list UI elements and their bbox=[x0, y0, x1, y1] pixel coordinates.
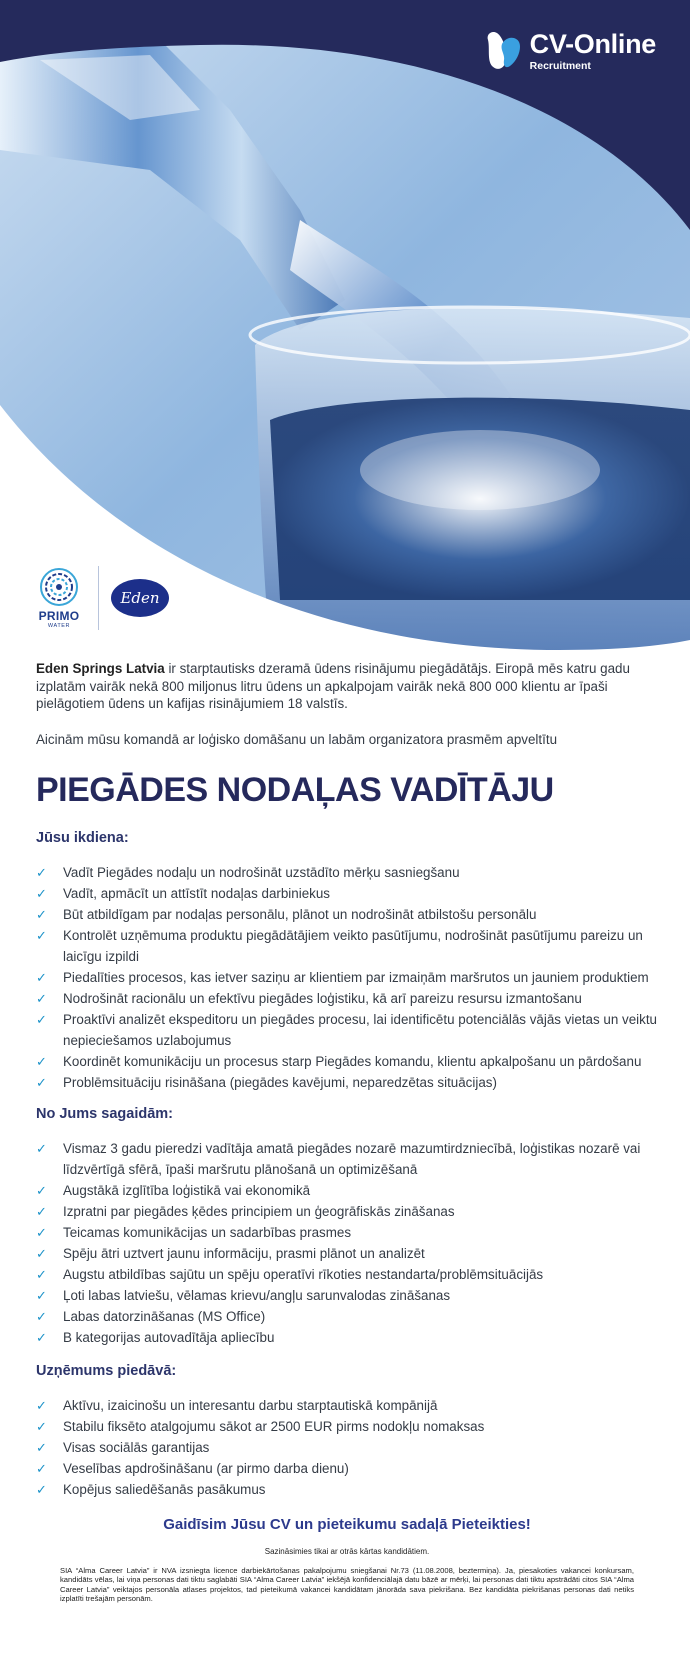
check-icon: ✓ bbox=[36, 1330, 47, 1345]
list-item: ✓ Veselības apdrošināšanu (ar pirmo darba dienu) bbox=[36, 1458, 658, 1479]
check-icon: ✓ bbox=[36, 1246, 47, 1261]
list-item: ✓ Izpratni par piegādes ķēdes principiem un ģeogrāfiskās zināšanas bbox=[36, 1201, 658, 1222]
brand-subtitle: Recruitment bbox=[529, 59, 591, 72]
list-item: ✓ Kontrolēt uzņēmuma produktu piegādātājiem veikto pasūtījumu, nodrošināt pasūtījumu pareizu un laicīgu izpildi bbox=[36, 925, 658, 967]
list-item: ✓ Aktīvu, izaicinošu un interesantu darbu starptautiskā kompānijā bbox=[36, 1395, 658, 1416]
list-item: ✓ Nodrošināt racionālu un efektīvu piegādes loģistiku, kā arī pareizu resursu izmantošanu bbox=[36, 988, 658, 1009]
primo-name: PRIMO bbox=[38, 609, 80, 623]
list-item: ✓ Vadīt, apmācīt un attīstīt nodaļas darbiniekus bbox=[36, 883, 658, 904]
check-icon: ✓ bbox=[36, 928, 47, 943]
list-item: ✓ Labas datorzināšanas (MS Office) bbox=[36, 1306, 658, 1327]
list-item: ✓ Spēju ātri uztvert jaunu informāciju, prasmi plānot un analizēt bbox=[36, 1243, 658, 1264]
invite-text: Aicinām mūsu komandā ar loģisko domāšanu un labām organizatora prasmēm apveltītu bbox=[36, 731, 558, 747]
primo-sub: WATER bbox=[47, 623, 71, 629]
job-title: PIEGĀDES NODAĻAS VADĪTĀJU bbox=[36, 771, 554, 809]
company-name: Eden Springs Latvia bbox=[36, 661, 165, 676]
list-item: ✓ Teicamas komunikācijas un sadarbības prasmes bbox=[36, 1222, 658, 1243]
list-item: ✓ Vismaz 3 gadu pieredzi vadītāja amatā piegādes nozarē mazumtirdzniecībā, loģistikas nozarē vai līdzvērtīgā sfērā, īpaši maršrutu plānošanā un optimizēšanā bbox=[36, 1138, 658, 1180]
legal-disclaimer: SIA “Alma Career Latvia” ir NVA izsniegta licence darbiekārtošanas pakalpojumu sniegšanai Nr.73 (11.08.2008, beztermiņa). Ja, piesakoties vakancei konkursam, kandidāts vēlas, lai viņa personas dati tiktu saglabāti SIA “Alma Career Latvia” iekšējā konfidenciālajā datu bāzē ar mērķi, lai personas dati tiktu apstrādāti citos SIA “Alma Career Latvia” veiktajos personāla atlases projektos, tad pieteikumā vakancei kandidātam jānorāda sava piekrišana. Bez kandidāta piekrišanas personas dati netiks izplatīti trešajām personām. bbox=[60, 1566, 634, 1604]
intro-paragraph bbox=[36, 660, 658, 713]
section-title-daily: Jūsu ikdiena: bbox=[36, 830, 129, 846]
check-icon: ✓ bbox=[36, 1461, 47, 1476]
apply-call-to-action[interactable]: Gaidīsim Jūsu CV un pieteikumu sadaļā Pieteikties! bbox=[163, 1516, 531, 1533]
check-icon: ✓ bbox=[36, 886, 47, 901]
list-item: ✓ Augstākā izglītība loģistikā vai ekonomikā bbox=[36, 1180, 658, 1201]
check-icon: ✓ bbox=[36, 1419, 47, 1434]
job-ad-content bbox=[36, 660, 658, 1604]
section-title-requirements: No Jums sagaidām: bbox=[36, 1106, 173, 1122]
client-logos bbox=[34, 566, 169, 630]
list-item: ✓ Augstu atbildības sajūtu un spēju operatīvi rīkoties nestandarta/problēmsituācijās bbox=[36, 1264, 658, 1285]
brand-name: CV-Online bbox=[529, 28, 656, 59]
primo-swirl-icon bbox=[39, 567, 79, 607]
check-icon: ✓ bbox=[36, 970, 47, 985]
check-icon: ✓ bbox=[36, 1288, 47, 1303]
requirements-list bbox=[36, 1138, 658, 1348]
list-item: ✓ Vadīt Piegādes nodaļu un nodrošināt uzstādīto mērķu sasniegšanu bbox=[36, 862, 658, 883]
check-icon: ✓ bbox=[36, 1440, 47, 1455]
daily-duties-list bbox=[36, 862, 658, 1093]
list-item: ✓ Būt atbildīgam par nodaļas personālu, plānot un nodrošināt atbilstošu personālu bbox=[36, 904, 658, 925]
list-item: ✓ Piedalīties procesos, kas ietver saziņu ar klientiem par izmaiņām maršrutos un jauniem produktiem bbox=[36, 967, 658, 988]
check-icon: ✓ bbox=[36, 1482, 47, 1497]
check-icon: ✓ bbox=[36, 1225, 47, 1240]
hero-banner bbox=[0, 0, 690, 650]
check-icon: ✓ bbox=[36, 1012, 47, 1027]
check-icon: ✓ bbox=[36, 865, 47, 880]
list-item: ✓ Problēmsituāciju risināšana (piegādes kavējumi, neparedzētas situācijas) bbox=[36, 1072, 658, 1093]
list-item: ✓ Stabilu fiksēto atalgojumu sākot ar 2500 EUR pirms nodokļu nomaksas bbox=[36, 1416, 658, 1437]
list-item: ✓ Proaktīvi analizēt ekspeditoru un piegādes procesu, lai identificētu potenciālās vājās vietas un veiktu nepieciešamos uzlabojumus bbox=[36, 1009, 658, 1051]
list-item: ✓ Kopējus saliedēšanās pasākumus bbox=[36, 1479, 658, 1500]
check-icon: ✓ bbox=[36, 991, 47, 1006]
check-icon: ✓ bbox=[36, 1267, 47, 1282]
check-icon: ✓ bbox=[36, 1141, 47, 1156]
check-icon: ✓ bbox=[36, 1075, 47, 1090]
check-icon: ✓ bbox=[36, 1398, 47, 1413]
list-item: ✓ Ļoti labas latviešu, vēlamas krievu/angļu sarunvalodas zināšanas bbox=[36, 1285, 658, 1306]
check-icon: ✓ bbox=[36, 1183, 47, 1198]
list-item: ✓ Koordinēt komunikāciju un procesus starp Piegādes komandu, klientu apkalpošanu un pārdošanu bbox=[36, 1051, 658, 1072]
intro-text: ir starptautisks dzeramā ūdens risinājumu piegādātājs. Eiropā mēs katru gadu izplatām vairāk nekā 800 miljonus litru ūdens un apkalpojam vairāk nekā 800 000 klientu ar īpaši pielāgotiem ūdens un kafijas risinājumiem 18 valstīs. bbox=[36, 661, 630, 711]
eden-logo bbox=[111, 579, 169, 617]
list-item: ✓ Visas sociālās garantijas bbox=[36, 1437, 658, 1458]
cv-online-brand[interactable] bbox=[482, 30, 656, 72]
offer-list bbox=[36, 1395, 658, 1500]
section-title-offer: Uzņēmums piedāvā: bbox=[36, 1363, 177, 1379]
cv-online-logo-icon bbox=[482, 30, 524, 72]
list-item: ✓ B kategorijas autovadītāja apliecību bbox=[36, 1327, 658, 1348]
check-icon: ✓ bbox=[36, 1204, 47, 1219]
check-icon: ✓ bbox=[36, 1309, 47, 1324]
check-icon: ✓ bbox=[36, 1054, 47, 1069]
primo-water-logo bbox=[34, 567, 84, 629]
eden-name: Eden bbox=[120, 589, 160, 607]
water-pour-image bbox=[0, 0, 690, 650]
check-icon: ✓ bbox=[36, 907, 47, 922]
contact-note: Sazināsimies tikai ar otrās kārtas kandidātiem. bbox=[264, 1547, 430, 1556]
logo-divider bbox=[98, 566, 99, 630]
